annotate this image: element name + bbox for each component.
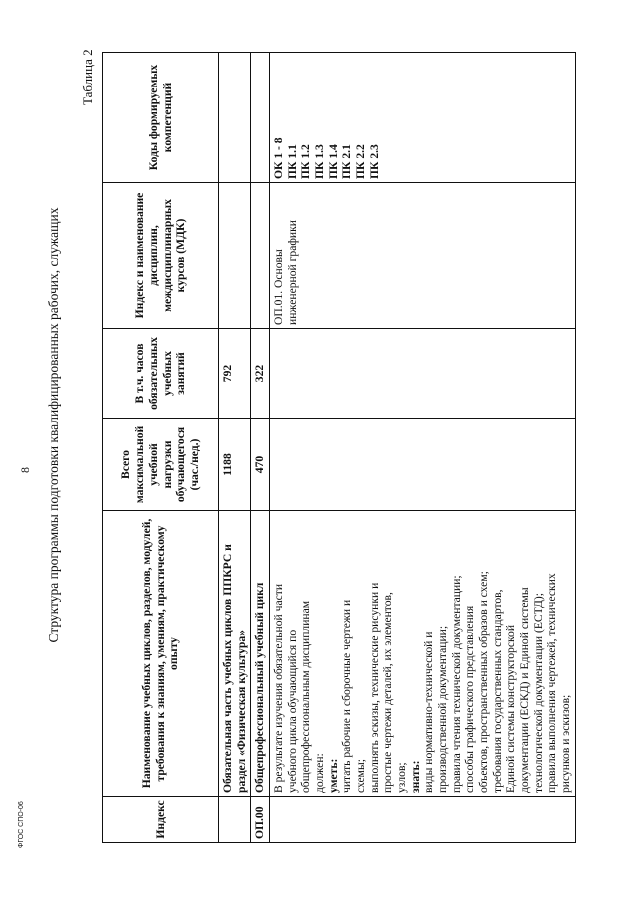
content-line: производственной документации; <box>436 625 450 793</box>
table-row-mandatory-part <box>219 53 251 843</box>
op-content-codes <box>270 53 576 183</box>
col-header-total: Всего максимальной учебной нагрузки обучающегося (час./нед.) <box>103 419 219 511</box>
content-line: выполнять эскизы, технические рисунки и <box>367 582 381 793</box>
competence-code: ПК 2.2 <box>354 144 368 179</box>
table-header-row <box>103 53 219 843</box>
mandatory-part-mandatory: 792 <box>219 329 251 419</box>
footer-stamp: ФГОС СПО-06 <box>18 801 25 848</box>
content-line: читать рабочие и сборочные чертежи и <box>340 599 354 793</box>
content-line: Единой системы конструкторской <box>504 624 518 793</box>
op-cycle-mandatory: 322 <box>251 329 270 419</box>
mandatory-part-total: 1188 <box>219 419 251 511</box>
content-line: виды нормативно-технической и <box>422 631 436 793</box>
content-line: схемы; <box>354 759 368 793</box>
content-line: объектов, пространственных образов и схем; <box>477 571 491 793</box>
col-header-codes: Коды формируемых компетенций <box>103 53 219 183</box>
competence-code: ПК 2.3 <box>367 144 381 179</box>
content-line: документации (ЕСКД) и Единой системы <box>518 587 532 793</box>
op-cycle-index: ОП.00 <box>251 797 270 843</box>
document-heading: Структура программы подготовки квалифицированных рабочих, служащих <box>46 207 61 643</box>
competence-code: ПК 2.1 <box>340 144 354 179</box>
content-line: знать: <box>408 760 422 793</box>
op-cycle-name: Общепрофессиональный учебный цикл <box>251 511 270 797</box>
content-line: должен: <box>313 753 327 793</box>
competence-code: ПК 1.3 <box>313 144 327 179</box>
content-line: технологической документации (ЕСТД); <box>531 593 545 793</box>
competence-code: ПК 1.2 <box>299 144 313 179</box>
competence-code: ОК 1 - 8 <box>272 137 286 179</box>
table-label: Таблица 2 <box>80 49 95 105</box>
program-structure-table <box>102 52 576 843</box>
competence-code: ПК 1.1 <box>285 144 299 179</box>
table-row-op-cycle <box>251 53 270 843</box>
op-cycle-total: 470 <box>251 419 270 511</box>
op-content-discipline: ОП.01. Основы инженерной графики <box>270 183 576 329</box>
content-line: требования государственных стандартов, <box>490 589 504 793</box>
col-header-discipline: Индекс и наименование дисциплин, междисциплинарных курсов (МДК) <box>103 183 219 329</box>
table-row-op-content <box>270 53 576 843</box>
col-header-name: Наименование учебных циклов, разделов, модулей, требования к знаниям, умениям, практическому опыту <box>103 511 219 797</box>
col-header-mandatory: В т.ч. часов обязательных учебных занятий <box>103 329 219 419</box>
content-line: способы графического представления <box>463 605 477 793</box>
competence-code: ПК 1.4 <box>326 144 340 179</box>
op-content-text <box>270 511 576 797</box>
content-line: учебного цикла обучающийся по <box>285 629 299 793</box>
content-line: узлов; <box>395 762 409 793</box>
content-line: рисунков и эскизов; <box>559 694 573 793</box>
content-line: общепрофессиональным дисциплинам <box>299 600 313 793</box>
content-line: уметь: <box>326 758 340 793</box>
page-number: 8 <box>18 467 32 473</box>
content-line: В результате изучения обязательной части <box>272 583 286 793</box>
content-line: простые чертежи деталей, их элементов, <box>381 592 395 793</box>
mandatory-part-name: Обязательная часть учебных циклов ППКРС и раздел «Физическая культура» <box>219 511 251 797</box>
content-line: правила чтения технической документации; <box>449 575 463 793</box>
content-line: правила выполнения чертежей, технических <box>545 573 559 793</box>
col-header-index: Индекс <box>103 797 219 843</box>
